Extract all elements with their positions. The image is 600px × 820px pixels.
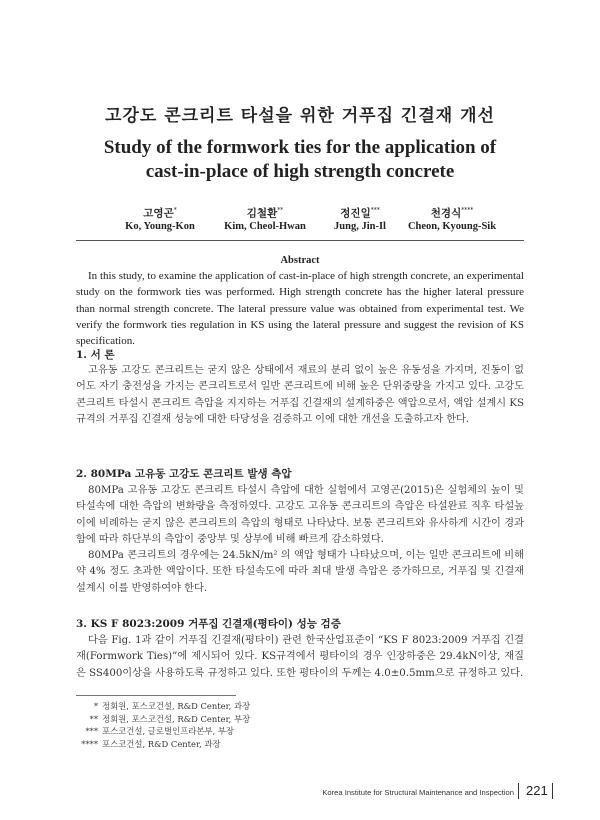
footnotes <box>76 700 376 751</box>
author-mark: *** <box>370 207 380 214</box>
footnote <box>76 738 376 751</box>
author-name-en: Ko, Young-Kon <box>125 221 195 232</box>
footnote-text: 포스코건설, 글로벌인프라본부, 부장 <box>102 726 235 737</box>
footer-separator-end <box>552 783 553 799</box>
footnote <box>76 700 376 713</box>
footer-separator <box>518 783 519 799</box>
section-3-paragraph: 다음 Fig. 1과 같이 거푸집 긴결재(평타이) 관련 한국산업표준이 “KS F 8023:2009 거푸집 긴결재(Formwork Ties)”에 제시되어 있다. KS규격에서 평타이의 경우 인장하중은 29.4kN이상, 재질은 SS400이상을 사용하도록 규정하고 있다. 또한 평타이의 두께는 4.0±0.5mm으로 규정하고 있다. <box>76 635 524 679</box>
footnote-mark: *** <box>85 726 98 737</box>
author-mark: **** <box>461 207 474 214</box>
author-name-en: Kim, Cheol-Hwan <box>224 221 306 232</box>
section-2-heading: 2. 80MPa 고유동 고강도 콘크리트 발생 측압 <box>76 468 292 480</box>
author-list <box>0 203 600 237</box>
author-name-ko: 정진일 <box>340 207 371 220</box>
author-name-ko: 김철환 <box>246 207 278 220</box>
footnote-mark: ** <box>89 713 98 724</box>
author-name-en: Cheon, Kyoung-Sik <box>407 221 497 232</box>
footnote-mark: * <box>93 701 98 711</box>
author-name-ko: 천경식 <box>430 207 462 220</box>
title-english-line-2: cast-in-place of high strength concrete <box>145 161 455 182</box>
footnote-text: 포스코건설, R&D Center, 과장 <box>102 739 221 750</box>
section-1-paragraph: 고유동 고강도 콘크리트는 굳지 않은 상태에서 재료의 분리 없이 높은 유동성을 가지며, 진동이 없어도 자기 충전성을 가지는 콘크리트로서 일반 콘크리트에 비해 높은 단위중량을 가지고 있다. 고강도 콘크리트 타설시 콘크리트 측압을 지지하는 거푸집 긴결재의 설계하중은 액압으로서, 액압 설계시 KS규격의 거푸집 긴결재 성능에 대한 타당성을 검증하고 이에 대한 개선을 도출하고자 한다. <box>76 365 524 426</box>
abstract-heading: Abstract <box>280 255 320 266</box>
section-2-paragraph-2: 80MPa 콘크리트의 경우에는 24.5kN/m² 의 액압 형태가 나타났으며, 이는 일반 콘크리트에 비해 약 4% 정도 초과한 액압이다. 또한 타설속도에 따라 최대 발생 측압은 증가하므로, 거푸집 및 긴결재 설계시 이를 반영하여야 한다. <box>76 550 524 594</box>
section-3-heading: 3. KS F 8023:2009 거푸집 긴결재(평타이) 성능 검증 <box>76 618 341 630</box>
section-1-heading: 1. 서 론 <box>76 349 115 361</box>
title-english-line-1: Study of the formwork ties for the application of <box>103 137 497 158</box>
footnote <box>76 725 376 738</box>
page-number: 221 <box>526 783 548 798</box>
author-divider <box>76 240 524 241</box>
title-english <box>0 136 600 184</box>
section-2-paragraph-1: 80MPa 고유동 고강도 콘크리트 타설시 측압에 대한 실험에서 고영곤(2015)은 실험체의 높이 및 타설속에 대한 측압의 변화량을 측정하였다. 고강도 고유동 콘크리트의 측압은 타설완료 직후 타설높이에 비례하는 굳지 않은 콘크리트의 측압의 형태로 나타났다. 보통 콘크리트와 유사하게 시간이 경과함에 따라 하단부의 측압이 중앙부 및 상부에 비해 빠르게 감소하였다. <box>76 485 524 546</box>
abstract-body: In this study, to examine the application of cast-in-place of high strength concrete, an experimental study on the formwork ties was performed. High strength concrete has the higher lateral pressure than normal strength concrete. The lateral pressure value was obtained from experimental test. We verify the formwork ties regulation in KS using the lateral pressure and suggest the revision of KS specification. <box>76 270 524 348</box>
author-mark: * <box>173 207 177 214</box>
footnote-divider <box>76 695 236 696</box>
title-korean: 고강도 콘크리트 타설을 위한 거푸집 긴결재 개선 <box>105 106 495 126</box>
author-1 <box>100 203 220 235</box>
footnote-text: 정회원, 포스코건설, R&D Center, 부장 <box>102 713 251 724</box>
footnote <box>76 713 376 726</box>
author-name-en: Jung, Jin-Il <box>334 221 386 232</box>
footnote-text: 정회원, 포스코건설, R&D Center, 과장 <box>102 701 251 711</box>
author-name-ko: 고영곤 <box>143 207 174 220</box>
footnote-mark: **** <box>81 739 98 750</box>
author-mark: ** <box>277 207 284 214</box>
author-4 <box>392 203 512 235</box>
journal-name: Korea Institute for Structural Maintenance and Inspection <box>322 788 514 797</box>
